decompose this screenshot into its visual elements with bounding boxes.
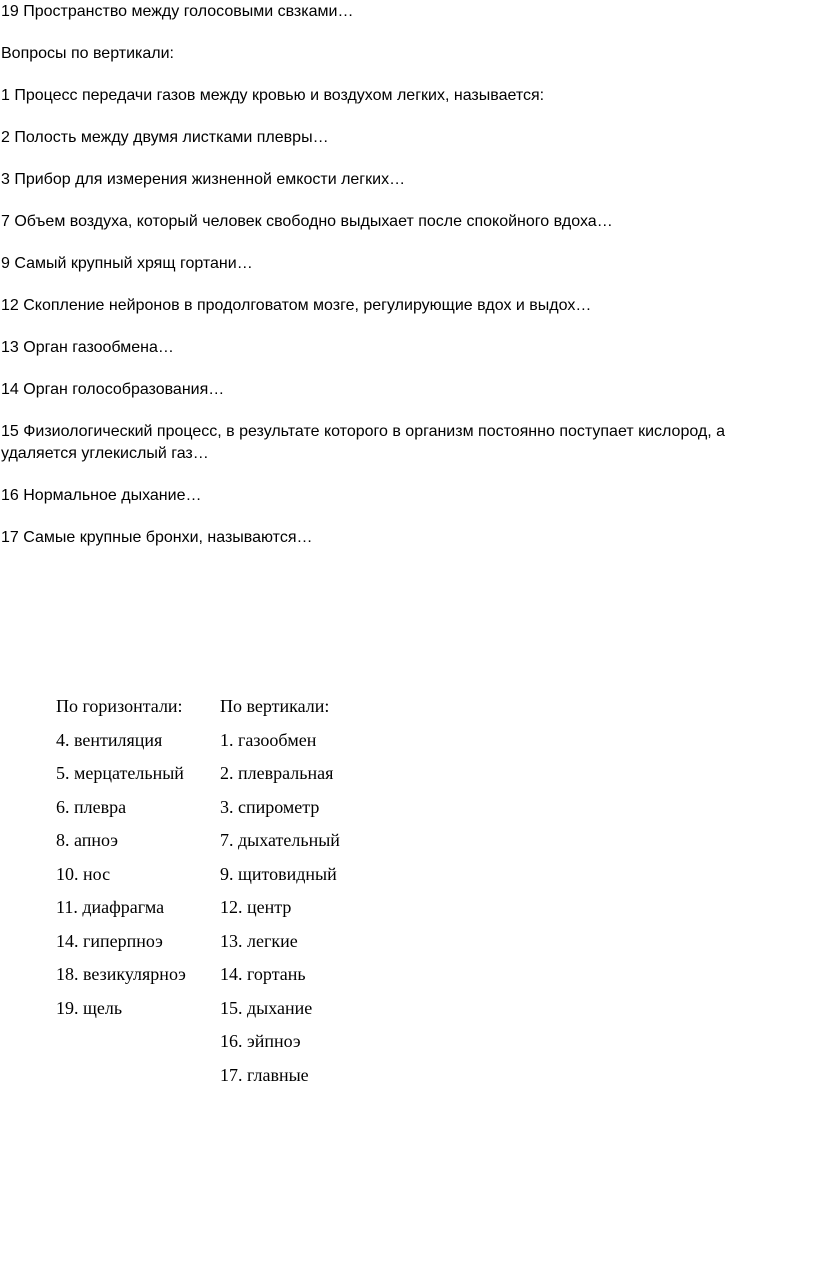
- answer-item: 10. нос: [56, 863, 111, 884]
- answer-item: 3. спирометр: [220, 796, 320, 817]
- answer-item: 7. дыхательный: [220, 830, 340, 850]
- answer-item: 17. главные: [220, 1064, 309, 1085]
- answer-item: 5. мерцательный: [56, 763, 184, 783]
- answer-item: 8. апноэ: [56, 830, 118, 850]
- vertical-answers-header: По вертикали:: [220, 696, 330, 716]
- vertical-answers-column: [220, 690, 340, 1092]
- answer-item: 6. плевра: [56, 796, 127, 817]
- horizontal-answers-header: По горизонтали:: [56, 696, 183, 716]
- question-7-vertical: 7 Объем воздуха, который человек свободно выдыхает после спокойного вдоха…: [1, 213, 613, 230]
- answer-item: 1. газообмен: [220, 729, 317, 750]
- vertical-questions-heading: Вопросы по вертикали:: [1, 45, 174, 62]
- question-1-vertical: 1 Процесс передачи газов между кровью и воздухом легких, называется:: [1, 87, 545, 104]
- question-14-vertical: 14 Орган голособразования…: [1, 381, 225, 398]
- answer-item: 12. центр: [220, 897, 292, 917]
- answer-item: 13. легкие: [220, 930, 298, 951]
- answer-item: 14. гиперпноэ: [56, 930, 163, 951]
- horizontal-answers-column: [56, 690, 186, 1025]
- question-13-vertical: 13 Орган газообмена…: [1, 339, 174, 356]
- answer-item: 19. щель: [56, 997, 123, 1018]
- answer-item: 16. эйпноэ: [220, 1031, 301, 1051]
- question-12-vertical: 12 Скопление нейронов в продолговатом мозге, регулирующие вдох и выдох…: [1, 297, 592, 314]
- answer-item: 18. везикулярноэ: [56, 964, 186, 984]
- question-19-horizontal: 19 Пространство между голосовыми свзками…: [1, 3, 354, 20]
- question-16-vertical: 16 Нормальное дыхание…: [1, 487, 202, 504]
- question-17-vertical: 17 Самые крупные бронхи, называются…: [1, 529, 313, 546]
- answer-item: 15. дыхание: [220, 997, 313, 1018]
- question-9-vertical: 9 Самый крупный хрящ гортани…: [1, 255, 253, 272]
- answer-item: 2. плевральная: [220, 763, 334, 783]
- question-15-vertical: 15 Физиологический процесс, в результате которого в организм постоянно поступает кислород, а удаляется углекислый газ…: [1, 423, 726, 462]
- answer-item: 4. вентиляция: [56, 729, 163, 750]
- answer-item: 9. щитовидный: [220, 863, 337, 884]
- answer-item: 14. гортань: [220, 964, 306, 984]
- answer-item: 11. диафрагма: [56, 897, 165, 917]
- question-3-vertical: 3 Прибор для измерения жизненной емкости легких…: [1, 171, 406, 188]
- question-2-vertical: 2 Полость между двумя листками плевры…: [1, 129, 329, 146]
